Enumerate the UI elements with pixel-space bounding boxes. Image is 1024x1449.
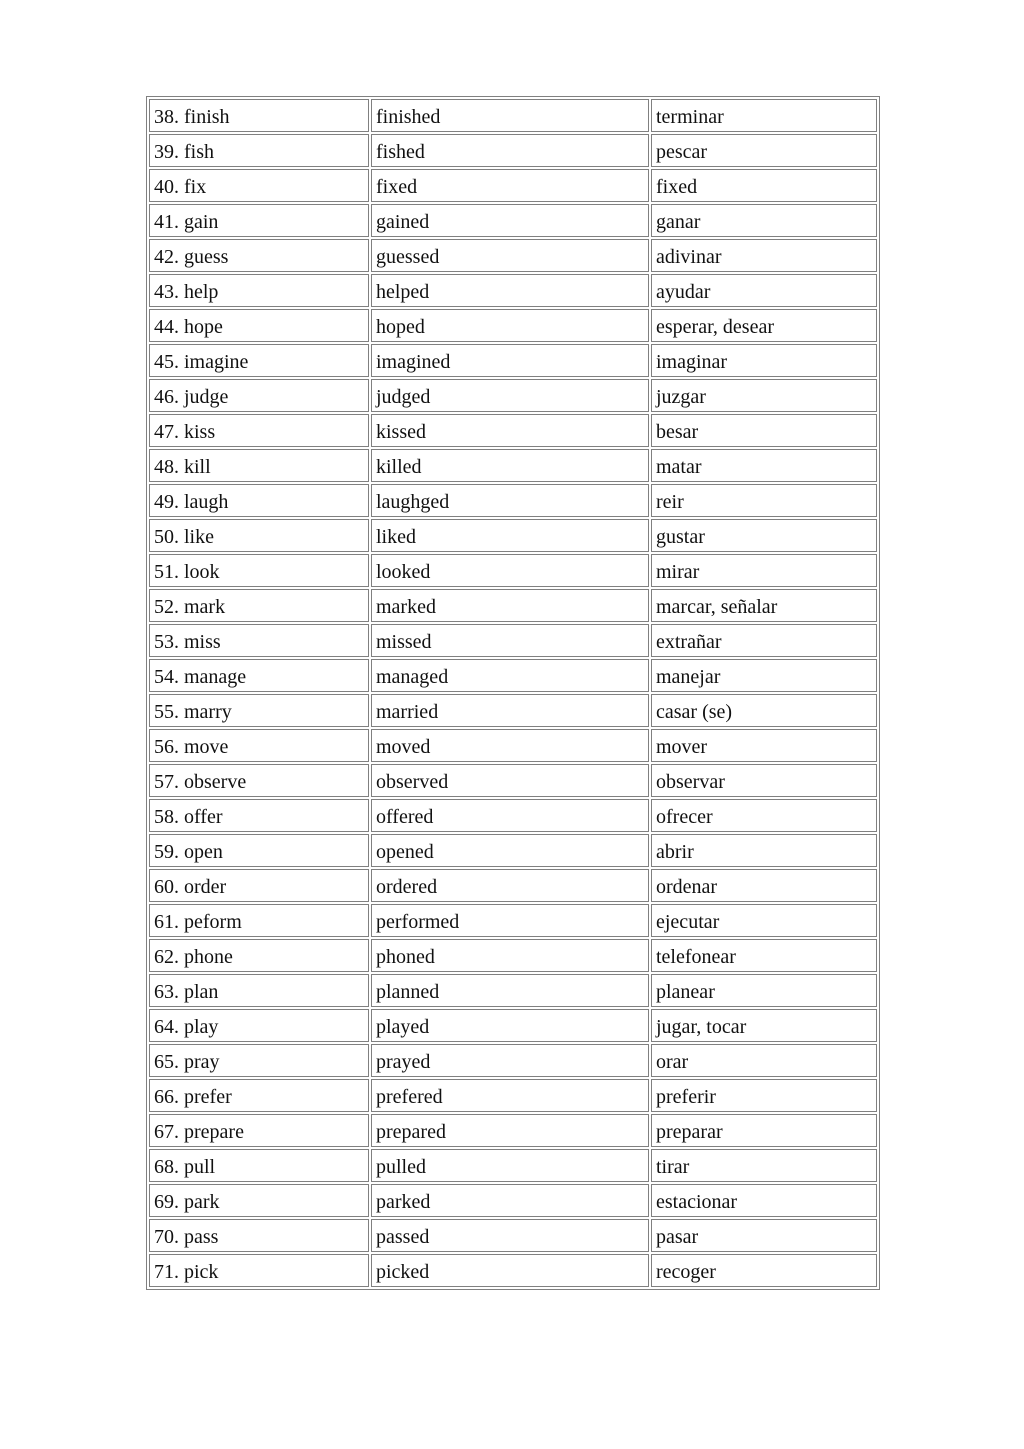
- translation-cell: observar: [651, 764, 877, 797]
- past-form-cell: liked: [371, 519, 649, 552]
- past-form-cell: moved: [371, 729, 649, 762]
- table-row: [149, 519, 877, 552]
- past-form-cell: prepared: [371, 1114, 649, 1147]
- table-row: [149, 1079, 877, 1112]
- past-form-cell: marked: [371, 589, 649, 622]
- base-form-cell: 40. fix: [149, 169, 369, 202]
- table-row: [149, 974, 877, 1007]
- base-form-cell: 65. pray: [149, 1044, 369, 1077]
- translation-cell: terminar: [651, 99, 877, 132]
- translation-cell: adivinar: [651, 239, 877, 272]
- past-form-cell: picked: [371, 1254, 649, 1287]
- verb-table: [146, 96, 880, 1290]
- translation-cell: preferir: [651, 1079, 877, 1112]
- translation-cell: pescar: [651, 134, 877, 167]
- table-row: [149, 1254, 877, 1287]
- base-form-cell: 54. manage: [149, 659, 369, 692]
- base-form-cell: 52. mark: [149, 589, 369, 622]
- past-form-cell: hoped: [371, 309, 649, 342]
- past-form-cell: parked: [371, 1184, 649, 1217]
- base-form-cell: 38. finish: [149, 99, 369, 132]
- translation-cell: planear: [651, 974, 877, 1007]
- past-form-cell: opened: [371, 834, 649, 867]
- table-row: [149, 134, 877, 167]
- base-form-cell: 39. fish: [149, 134, 369, 167]
- base-form-cell: 45. imagine: [149, 344, 369, 377]
- past-form-cell: fished: [371, 134, 649, 167]
- translation-cell: mover: [651, 729, 877, 762]
- table-row: [149, 799, 877, 832]
- table-row: [149, 204, 877, 237]
- past-form-cell: gained: [371, 204, 649, 237]
- translation-cell: casar (se): [651, 694, 877, 727]
- base-form-cell: 71. pick: [149, 1254, 369, 1287]
- base-form-cell: 46. judge: [149, 379, 369, 412]
- table-row: [149, 1219, 877, 1252]
- past-form-cell: helped: [371, 274, 649, 307]
- past-form-cell: kissed: [371, 414, 649, 447]
- base-form-cell: 60. order: [149, 869, 369, 902]
- table-row: [149, 554, 877, 587]
- translation-cell: abrir: [651, 834, 877, 867]
- translation-cell: estacionar: [651, 1184, 877, 1217]
- past-form-cell: missed: [371, 624, 649, 657]
- translation-cell: jugar, tocar: [651, 1009, 877, 1042]
- base-form-cell: 63. plan: [149, 974, 369, 1007]
- base-form-cell: 43. help: [149, 274, 369, 307]
- past-form-cell: pulled: [371, 1149, 649, 1182]
- past-form-cell: phoned: [371, 939, 649, 972]
- past-form-cell: judged: [371, 379, 649, 412]
- past-form-cell: performed: [371, 904, 649, 937]
- past-form-cell: fixed: [371, 169, 649, 202]
- translation-cell: reir: [651, 484, 877, 517]
- base-form-cell: 42. guess: [149, 239, 369, 272]
- past-form-cell: married: [371, 694, 649, 727]
- translation-cell: imaginar: [651, 344, 877, 377]
- base-form-cell: 66. prefer: [149, 1079, 369, 1112]
- table-row: [149, 904, 877, 937]
- base-form-cell: 61. peform: [149, 904, 369, 937]
- table-row: [149, 659, 877, 692]
- table-row: [149, 869, 877, 902]
- base-form-cell: 57. observe: [149, 764, 369, 797]
- table-row: [149, 99, 877, 132]
- base-form-cell: 53. miss: [149, 624, 369, 657]
- past-form-cell: observed: [371, 764, 649, 797]
- translation-cell: juzgar: [651, 379, 877, 412]
- base-form-cell: 49. laugh: [149, 484, 369, 517]
- translation-cell: ayudar: [651, 274, 877, 307]
- table-row: [149, 1149, 877, 1182]
- base-form-cell: 48. kill: [149, 449, 369, 482]
- past-form-cell: prayed: [371, 1044, 649, 1077]
- base-form-cell: 67. prepare: [149, 1114, 369, 1147]
- table-row: [149, 449, 877, 482]
- translation-cell: fixed: [651, 169, 877, 202]
- past-form-cell: guessed: [371, 239, 649, 272]
- past-form-cell: looked: [371, 554, 649, 587]
- table-row: [149, 939, 877, 972]
- translation-cell: ordenar: [651, 869, 877, 902]
- table-row: [149, 624, 877, 657]
- translation-cell: besar: [651, 414, 877, 447]
- table-row: [149, 729, 877, 762]
- table-row: [149, 274, 877, 307]
- translation-cell: manejar: [651, 659, 877, 692]
- past-form-cell: offered: [371, 799, 649, 832]
- past-form-cell: ordered: [371, 869, 649, 902]
- table-row: [149, 1009, 877, 1042]
- table-row: [149, 239, 877, 272]
- translation-cell: gustar: [651, 519, 877, 552]
- past-form-cell: laughged: [371, 484, 649, 517]
- base-form-cell: 47. kiss: [149, 414, 369, 447]
- translation-cell: recoger: [651, 1254, 877, 1287]
- translation-cell: esperar, desear: [651, 309, 877, 342]
- table-row: [149, 414, 877, 447]
- past-form-cell: prefered: [371, 1079, 649, 1112]
- translation-cell: mirar: [651, 554, 877, 587]
- table-row: [149, 484, 877, 517]
- past-form-cell: killed: [371, 449, 649, 482]
- translation-cell: tirar: [651, 1149, 877, 1182]
- translation-cell: preparar: [651, 1114, 877, 1147]
- translation-cell: ejecutar: [651, 904, 877, 937]
- translation-cell: orar: [651, 1044, 877, 1077]
- base-form-cell: 64. play: [149, 1009, 369, 1042]
- past-form-cell: passed: [371, 1219, 649, 1252]
- base-form-cell: 55. marry: [149, 694, 369, 727]
- table-row: [149, 764, 877, 797]
- translation-cell: marcar, señalar: [651, 589, 877, 622]
- base-form-cell: 50. like: [149, 519, 369, 552]
- table-row: [149, 379, 877, 412]
- verb-table-body: [149, 99, 877, 1287]
- base-form-cell: 51. look: [149, 554, 369, 587]
- past-form-cell: managed: [371, 659, 649, 692]
- base-form-cell: 44. hope: [149, 309, 369, 342]
- translation-cell: matar: [651, 449, 877, 482]
- base-form-cell: 59. open: [149, 834, 369, 867]
- translation-cell: ofrecer: [651, 799, 877, 832]
- translation-cell: pasar: [651, 1219, 877, 1252]
- base-form-cell: 70. pass: [149, 1219, 369, 1252]
- past-form-cell: finished: [371, 99, 649, 132]
- base-form-cell: 68. pull: [149, 1149, 369, 1182]
- translation-cell: telefonear: [651, 939, 877, 972]
- table-row: [149, 1184, 877, 1217]
- past-form-cell: played: [371, 1009, 649, 1042]
- translation-cell: extrañar: [651, 624, 877, 657]
- table-row: [149, 834, 877, 867]
- base-form-cell: 41. gain: [149, 204, 369, 237]
- past-form-cell: imagined: [371, 344, 649, 377]
- table-row: [149, 1114, 877, 1147]
- translation-cell: ganar: [651, 204, 877, 237]
- table-row: [149, 169, 877, 202]
- base-form-cell: 56. move: [149, 729, 369, 762]
- base-form-cell: 69. park: [149, 1184, 369, 1217]
- table-row: [149, 694, 877, 727]
- table-row: [149, 344, 877, 377]
- base-form-cell: 58. offer: [149, 799, 369, 832]
- table-row: [149, 589, 877, 622]
- table-row: [149, 309, 877, 342]
- base-form-cell: 62. phone: [149, 939, 369, 972]
- past-form-cell: planned: [371, 974, 649, 1007]
- table-row: [149, 1044, 877, 1077]
